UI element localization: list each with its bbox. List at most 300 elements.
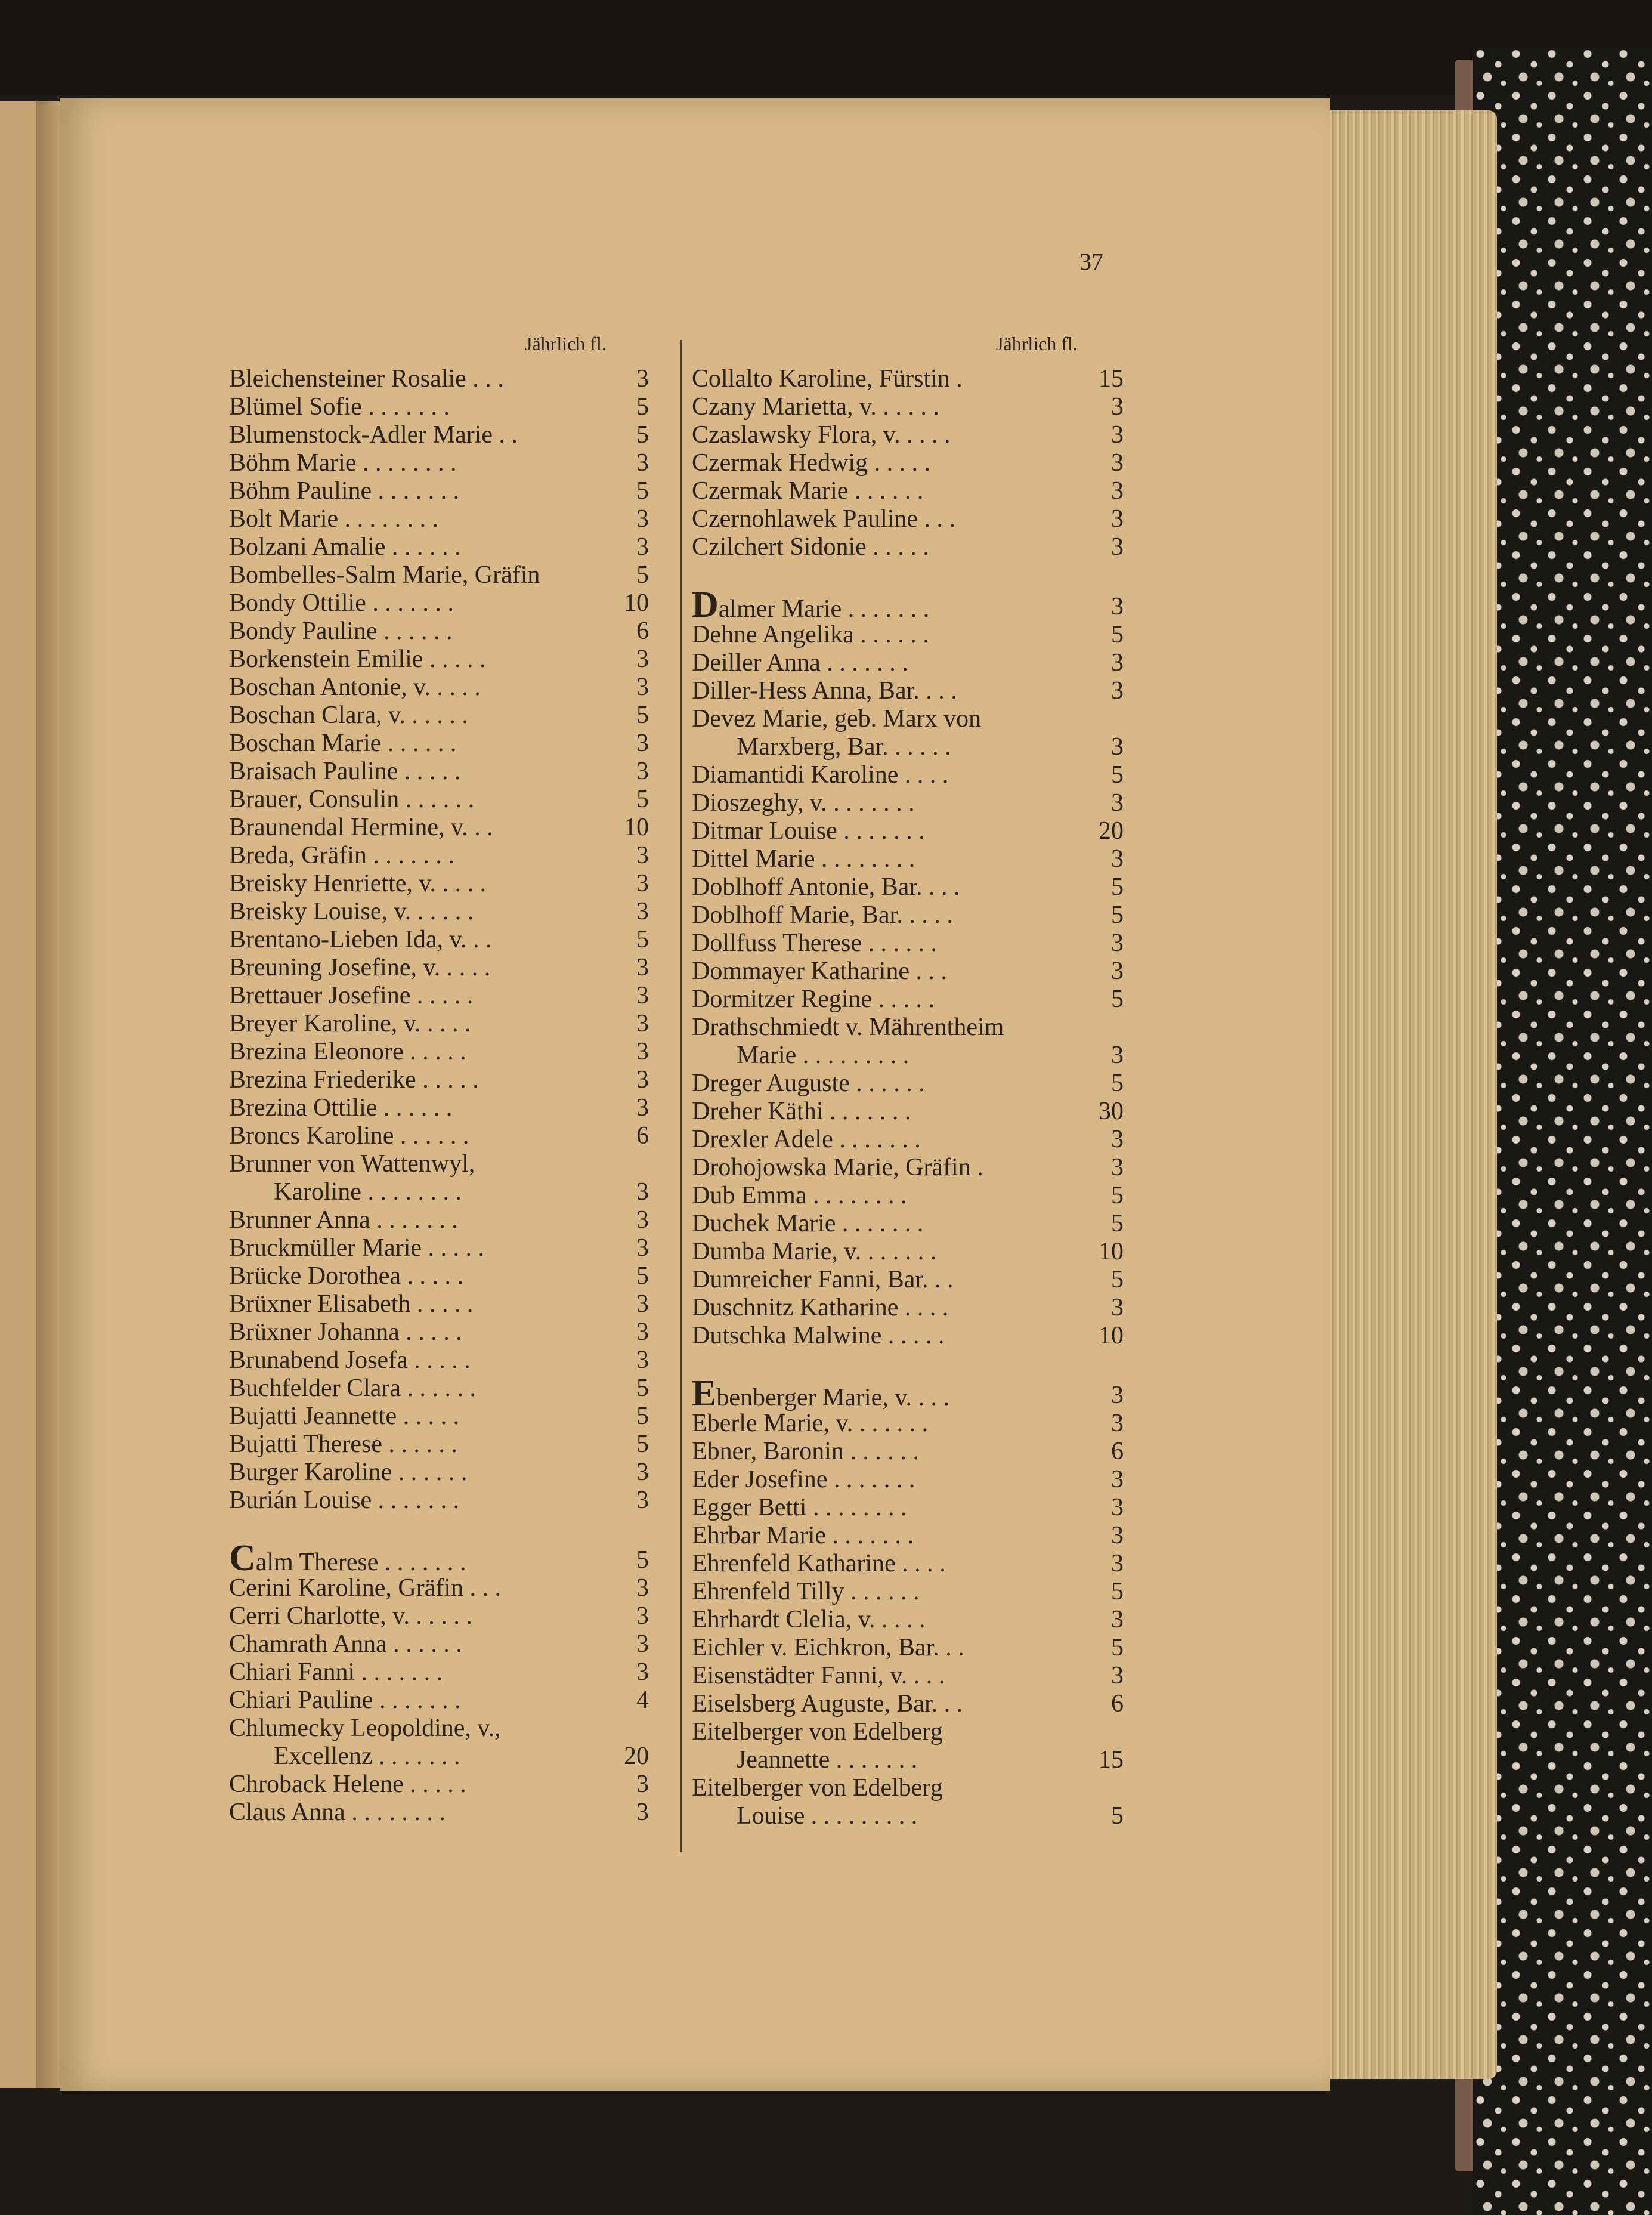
annual-amount: 5 [1111,873,1124,901]
donor-name-text: Doblhoff Marie, Bar. . . . . [692,901,953,929]
annual-amount: 3 [636,982,649,1009]
donor-name [737,733,951,761]
donor-name-text: Dumba Marie, v. . . . . . . [692,1238,937,1265]
donor-name-text: benberger Marie, v. . . . [716,1384,950,1411]
annual-amount: 4 [636,1686,649,1714]
annual-amount: 3 [1111,477,1124,505]
list-item [692,1182,1124,1210]
donor-name [229,1799,446,1827]
list-item [229,645,649,674]
list-item [229,505,649,533]
donor-name-text: Louise . . . . . . . . . [737,1802,918,1830]
annual-amount: 3 [636,842,649,869]
donor-name [692,1014,1004,1042]
donor-name [692,1210,923,1238]
section-initial: D [692,585,719,625]
list-item [229,1122,649,1150]
donor-name-text: Czany Marietta, v. . . . . . [692,393,939,421]
list-item [229,1799,649,1827]
donor-name [229,1122,469,1150]
annual-amount: 3 [1111,393,1124,421]
list-item [229,1714,649,1743]
donor-name-text: Devez Marie, geb. Marx von [692,705,982,733]
annual-amount: 3 [1111,649,1124,676]
list-item [229,1290,649,1318]
donor-name-text: Chamrath Anna . . . . . . [229,1630,462,1658]
list-item [229,1346,649,1374]
donor-name [229,1686,460,1714]
list-item [229,1038,649,1066]
annual-amount: 6 [1111,1690,1124,1717]
list-item [692,1466,1124,1494]
annual-amount: 3 [636,1799,649,1826]
section-initial: C [229,1538,256,1578]
donor-name-text: Breda, Gräfin . . . . . . . [229,842,454,869]
annual-amount: 3 [636,898,649,925]
annual-amount: 3 [636,1459,649,1486]
donor-name-text: Cerri Charlotte, v. . . . . . [229,1602,472,1630]
list-item [229,898,649,926]
donor-name-text: Brezina Friederike . . . . . [229,1066,479,1093]
annual-amount: 15 [1099,1746,1124,1774]
list-item [229,533,649,561]
donor-name-text: Diamantidi Karoline . . . . [692,761,949,789]
donor-name-text: Bondy Ottilie . . . . . . . [229,589,454,617]
list-item [692,1238,1124,1266]
donor-name-text: almer Marie . . . . . . . [718,595,930,623]
list-item [692,845,1124,873]
list-item [692,1522,1124,1550]
donor-name [229,786,474,814]
donor-name-text: Dub Emma . . . . . . . . [692,1182,907,1209]
donor-name-text: Chiari Fanni . . . . . . . [229,1658,443,1686]
list-item [692,986,1124,1014]
list-item [229,1686,649,1714]
donor-name-text: Drohojowska Marie, Gräfin . [692,1154,983,1181]
list-item [229,617,649,645]
list-item [229,393,649,421]
donor-name-text: Brücke Dorothea . . . . . [229,1262,464,1290]
donor-name-text: Drathschmiedt v. Mährentheim [692,1014,1004,1041]
annual-amount: 3 [636,1630,649,1658]
donor-name-text: Blümel Sofie . . . . . . . [229,393,450,421]
annual-amount: 3 [636,1178,649,1206]
donor-name [229,505,438,533]
donor-name [692,1522,914,1550]
donor-name [229,926,491,954]
list-item [229,589,649,617]
list-item [692,1690,1124,1718]
donor-name-text: Eitelberger von Edelberg [692,1774,943,1802]
donor-name-text: Czernohlawek Pauline . . . [692,505,956,533]
donor-name-text: Burián Louise . . . . . . . [229,1487,460,1514]
donor-name-text: Egger Betti . . . . . . . . [692,1494,907,1521]
donor-name [692,1182,907,1210]
donor-name-text: Böhm Pauline . . . . . . . [229,477,460,505]
annual-amount: 5 [1111,1802,1124,1830]
donor-name [229,870,486,898]
annual-amount: 3 [636,1234,649,1262]
donor-name-text: Bujatti Jeannette . . . . . [229,1402,460,1430]
donor-name [692,365,963,393]
annual-amount: 3 [636,365,649,393]
donor-name [692,1154,983,1182]
annual-amount: 3 [1111,1382,1124,1409]
donor-name-text: Ehrhardt Clelia, v. . . . . [692,1606,926,1633]
donor-name-text: Borkenstein Emilie . . . . . [229,645,486,673]
annual-amount: 3 [1111,1410,1124,1437]
annual-amount: 5 [1111,1182,1124,1209]
annual-amount: 5 [636,786,649,813]
donor-name [229,589,454,617]
donor-name [229,617,453,645]
annual-amount: 3 [636,1658,649,1686]
donor-name-text: Ehrenfeld Katharine . . . . [692,1550,946,1577]
section-initial: E [692,1373,717,1414]
list-item [229,1402,649,1431]
list-item [692,1070,1124,1098]
donor-name [692,761,948,789]
donor-name [229,1602,472,1630]
list-item [229,477,649,505]
list-item [692,1126,1124,1154]
annual-amount: 3 [636,1206,649,1234]
list-item [229,449,649,477]
list-item [692,449,1124,477]
list-item [229,1374,649,1402]
donor-name [692,817,925,845]
donor-name-text: Chroback Helene . . . . . [229,1771,466,1798]
donor-name [692,1634,964,1662]
list-item [229,758,649,786]
annual-amount: 5 [1111,1070,1124,1097]
donor-name [229,1094,452,1122]
annual-amount: 10 [624,589,649,617]
donor-name-text: Czilchert Sidonie . . . . . [692,533,929,561]
donor-name [229,1771,466,1799]
list-item [692,789,1124,817]
donor-name [229,1318,462,1346]
list-item [229,1431,649,1459]
donor-name-text: Boschan Marie . . . . . . [229,730,457,757]
donor-name [229,1714,501,1743]
annual-amount: 3 [636,1602,649,1630]
list-item [692,649,1124,677]
left-column-header: Jährlich fl. [525,333,607,354]
annual-amount: 3 [636,1066,649,1093]
donor-name-text: Brunabend Josefa . . . . . [229,1346,471,1374]
donor-name [229,1402,459,1431]
annual-amount: 3 [636,870,649,897]
annual-amount: 3 [636,1346,649,1374]
list-item [692,1774,1124,1802]
list-item [229,1487,649,1515]
list-item [692,533,1124,561]
list-item [692,957,1124,986]
donor-name [229,533,460,561]
annual-amount: 3 [1111,1522,1124,1549]
section-gap [229,1515,649,1546]
donor-name-text: Blumenstock-Adler Marie . . [229,421,518,449]
list-item [692,1578,1124,1606]
list-item [692,1550,1124,1578]
donor-name [692,477,923,505]
donor-name [229,365,504,393]
donor-name [229,449,456,477]
donor-name [737,1042,909,1070]
list-item [692,393,1124,421]
list-item [229,1094,649,1122]
donor-name-text: Bujatti Therese . . . . . . [229,1431,457,1458]
donor-name-text: Dreher Käthi . . . . . . . [692,1098,911,1125]
donor-name-text: Dommayer Katharine . . . [692,957,948,985]
list-item [229,674,649,702]
annual-amount: 3 [1111,1294,1124,1321]
list-item [229,1206,649,1234]
list-item [692,705,1124,733]
donor-name [692,677,957,705]
list-item [692,421,1124,449]
donor-name [692,705,981,733]
list-item [229,1178,649,1206]
donor-name-text: Brezina Eleonore . . . . . [229,1038,466,1065]
list-item [692,817,1124,845]
annual-amount: 5 [636,1374,649,1402]
list-item [229,870,649,898]
donor-name [274,1743,460,1771]
donor-name [692,449,930,477]
donor-name [692,1126,921,1154]
list-item [692,1154,1124,1182]
list-item [229,1262,649,1290]
annual-amount: 10 [1099,1322,1124,1349]
list-item [692,901,1124,929]
section-gap [692,561,1124,593]
donor-name [229,1066,479,1094]
donor-name [229,1658,443,1686]
annual-amount: 3 [1111,1494,1124,1521]
annual-amount: 3 [636,1038,649,1065]
list-item [692,1718,1124,1746]
annual-amount: 5 [1111,1634,1124,1661]
donor-name [229,1038,466,1066]
annual-amount: 20 [624,1743,649,1770]
annual-amount: 10 [1099,1238,1124,1265]
donor-name [692,1606,926,1634]
marbled-cover [1473,48,1652,2215]
annual-amount: 3 [636,1318,649,1346]
donor-name-text: Bombelles-Salm Marie, Gräfin [229,561,540,589]
annual-amount: 6 [636,1122,649,1150]
list-item [692,1042,1124,1070]
annual-amount: 3 [1111,593,1124,620]
donor-name-text: Cerini Karoline, Gräfin . . . [229,1574,502,1602]
list-item [229,1234,649,1262]
list-item [229,1574,649,1602]
donor-name-text: Drexler Adele . . . . . . . [692,1126,921,1153]
donor-name [229,1234,484,1262]
donor-name [229,954,490,982]
donor-name [229,1574,501,1602]
donor-name-text: Brezina Ottilie . . . . . . [229,1094,453,1122]
donor-name [737,1746,917,1774]
list-item [229,1459,649,1487]
list-item [229,1538,649,1578]
donor-name [692,1718,943,1746]
annual-amount: 3 [1111,789,1124,817]
list-item [229,1066,649,1094]
donor-name-text: Marxberg, Bar. . . . . . [737,733,951,761]
list-item [692,1634,1124,1662]
annual-amount: 5 [636,561,649,589]
donor-name [692,585,930,625]
donor-name-text: Dutschka Malwine . . . . . [692,1322,945,1349]
donor-name [229,730,456,758]
list-item [692,929,1124,957]
donor-name [692,649,908,677]
annual-amount: 3 [1111,1662,1124,1689]
donor-name [229,982,473,1010]
list-item [692,733,1124,761]
donor-name [229,1346,471,1374]
donor-name-text: Broncs Karoline . . . . . . [229,1122,469,1150]
donor-name [692,1466,915,1494]
donor-name [229,421,518,449]
donor-name-text: Dehne Angelika . . . . . . [692,621,929,648]
annual-amount: 3 [636,730,649,757]
donor-name [692,957,947,986]
list-item [229,702,649,730]
donor-name-text: Brauer, Consulin . . . . . . [229,786,475,813]
donor-name [229,814,493,842]
donor-name [692,986,935,1014]
donor-name [229,842,454,870]
list-item [692,677,1124,705]
annual-amount: 5 [636,477,649,505]
donor-name-text: Burger Karoline . . . . . . [229,1459,468,1486]
donor-name-text: Buchfelder Clara . . . . . . [229,1374,477,1402]
donor-name-text: Breyer Karoline, v. . . . . [229,1010,471,1037]
donor-name-text: Czermak Hedwig . . . . . [692,449,931,477]
annual-amount: 5 [1111,1266,1124,1293]
donor-name [229,1206,458,1234]
donor-name [692,1662,945,1690]
annual-amount: 5 [636,926,649,953]
annual-amount: 3 [636,954,649,981]
annual-amount: 5 [1111,1578,1124,1605]
donor-name-text: Dittel Marie . . . . . . . . [692,845,915,873]
page-number: 37 [1079,248,1103,275]
donor-name-text: Boschan Antonie, v. . . . . [229,674,481,701]
donor-name [274,1178,462,1206]
list-item [692,873,1124,901]
donor-name-text: Ehrbar Marie . . . . . . . [692,1522,914,1549]
donor-name-text: Dioszeghy, v. . . . . . . . [692,789,915,817]
annual-amount: 5 [1111,986,1124,1013]
donor-name [229,1431,457,1459]
donor-name-text: Czermak Marie . . . . . . [692,477,924,505]
annual-amount: 30 [1099,1098,1124,1125]
donor-name [692,1578,920,1606]
list-item [692,1494,1124,1522]
section-gap [692,1350,1124,1382]
donor-name [692,789,915,817]
list-item [229,1743,649,1771]
donor-name [692,393,939,421]
donor-name [229,758,460,786]
annual-amount: 3 [636,449,649,477]
donor-name [737,1802,917,1830]
annual-amount: 5 [636,421,649,449]
annual-amount: 3 [636,1771,649,1798]
book-cover-top [0,0,1652,95]
donor-name [692,421,951,449]
annual-amount: 3 [1111,733,1124,761]
list-item [692,1746,1124,1774]
donor-name-text: Boschan Clara, v. . . . . . [229,702,468,729]
donor-name-text: Eberle Marie, v. . . . . . . [692,1410,929,1437]
donor-name-text: Ehrenfeld Tilly . . . . . . [692,1578,920,1605]
donor-name-text: Braunendal Hermine, v. . . [229,814,493,841]
donor-name-text: Bruckmüller Marie . . . . . [229,1234,485,1262]
list-item [229,786,649,814]
annual-amount: 3 [636,674,649,701]
donor-name-text: Dumreicher Fanni, Bar. . . [692,1266,954,1293]
list-item [229,842,649,870]
donor-name-text: Diller-Hess Anna, Bar. . . . [692,677,957,705]
annual-amount: 5 [636,1402,649,1430]
annual-amount: 3 [636,758,649,785]
annual-amount: 3 [1111,1154,1124,1181]
donor-name [229,1374,476,1402]
donor-name [692,1294,948,1322]
list-item [692,365,1124,393]
donor-name [229,477,459,505]
list-item [692,477,1124,505]
annual-amount: 3 [1111,845,1124,873]
donor-name [692,1690,963,1718]
donor-name [692,533,929,561]
donor-name [692,621,929,649]
annual-amount: 3 [1111,1126,1124,1153]
page-edges [1318,110,1497,2079]
list-item [692,1294,1124,1322]
donor-name [692,873,960,901]
annual-amount: 5 [1111,901,1124,929]
donor-name-text: Eder Josefine . . . . . . . [692,1466,915,1493]
donor-name [692,901,953,929]
donor-name [692,1438,919,1466]
annual-amount: 3 [636,645,649,673]
annual-amount: 3 [1111,421,1124,449]
annual-amount: 3 [1111,1550,1124,1577]
donor-name-text: Breisky Louise, v. . . . . . [229,898,474,925]
annual-amount: 3 [1111,505,1124,533]
list-item [692,585,1124,625]
donor-name [229,1010,471,1038]
donor-name [692,1774,943,1802]
right-column-header: Jährlich fl. [996,333,1078,354]
list-item [229,954,649,982]
annual-amount: 3 [1111,677,1124,705]
left-column-list [229,365,649,1827]
list-item [229,1771,649,1799]
donor-name-text: Bolzani Amalie . . . . . . [229,533,461,561]
annual-amount: 5 [636,1546,649,1574]
list-item [692,1373,1124,1414]
annual-amount: 3 [1111,1466,1124,1493]
donor-name-text: Böhm Marie . . . . . . . . [229,449,457,477]
